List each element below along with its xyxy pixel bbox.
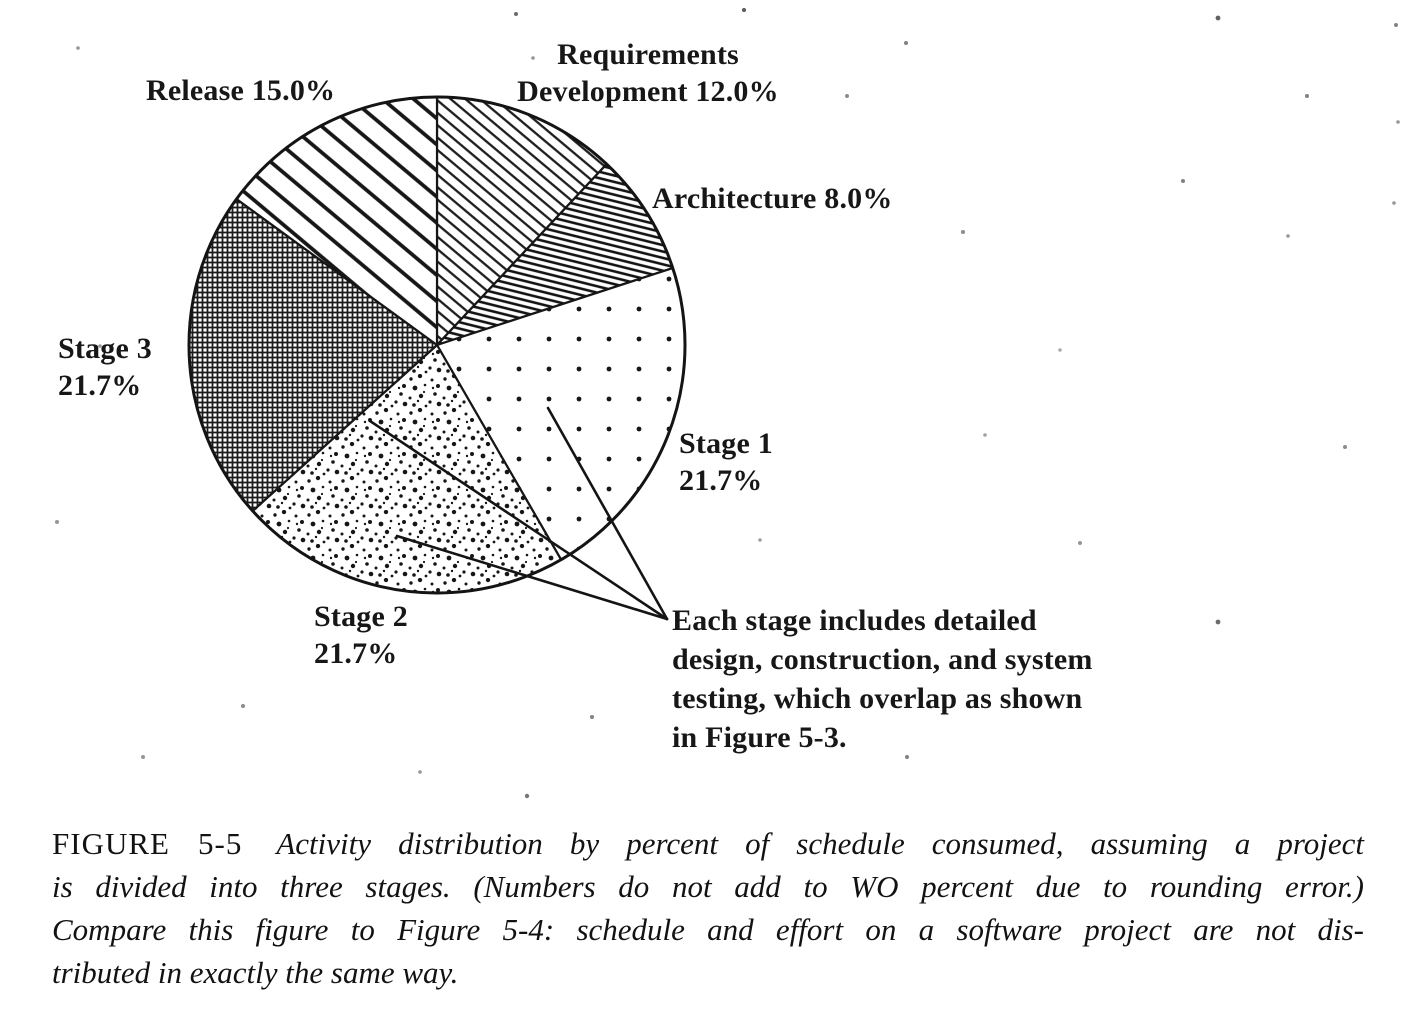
figure-caption xyxy=(52,822,1364,994)
slice-label-requirements-development xyxy=(428,36,868,110)
slice-label-line: Architecture 8.0% xyxy=(652,182,893,215)
slice-label-line: Stage 3 xyxy=(58,332,152,365)
slice-label-line: Release 15.0% xyxy=(146,74,336,107)
slice-label-stage2 xyxy=(314,598,408,672)
annotation-line: Each stage includes detailed xyxy=(672,604,1037,637)
stage-annotation xyxy=(672,601,1252,757)
slice-label-line: 21.7% xyxy=(679,464,763,497)
slice-label-architecture xyxy=(652,180,893,217)
annotation-line: design, construction, and system xyxy=(672,643,1093,676)
slice-label-release xyxy=(146,72,335,109)
slice-label-line: Stage 1 xyxy=(679,427,773,460)
slice-label-line: 21.7% xyxy=(314,637,398,670)
caption-line: Activity distribution by percent of schedule consumed, assuming a project xyxy=(276,826,1364,861)
slice-label-line: Development 12.0% xyxy=(517,75,779,108)
slice-label-stage1 xyxy=(679,425,773,499)
caption-line: is divided into three stages. (Numbers do not add to WO percent due to rounding error.) xyxy=(52,869,1364,904)
slice-label-line: 21.7% xyxy=(58,369,142,402)
slice-label-line: Stage 2 xyxy=(314,600,408,633)
caption-line: tributed in exactly the same way. xyxy=(52,955,459,990)
slice-label-line: Requirements xyxy=(557,38,739,71)
slice-label-stage3 xyxy=(58,330,152,404)
figure-number: FIGURE 5-5 xyxy=(52,826,243,861)
annotation-line: testing, which overlap as shown xyxy=(672,682,1083,715)
annotation-line: in Figure 5-3. xyxy=(672,721,847,754)
caption-line: Compare this figure to Figure 5-4: schedule and effort on a software project are not dis- xyxy=(52,912,1364,947)
